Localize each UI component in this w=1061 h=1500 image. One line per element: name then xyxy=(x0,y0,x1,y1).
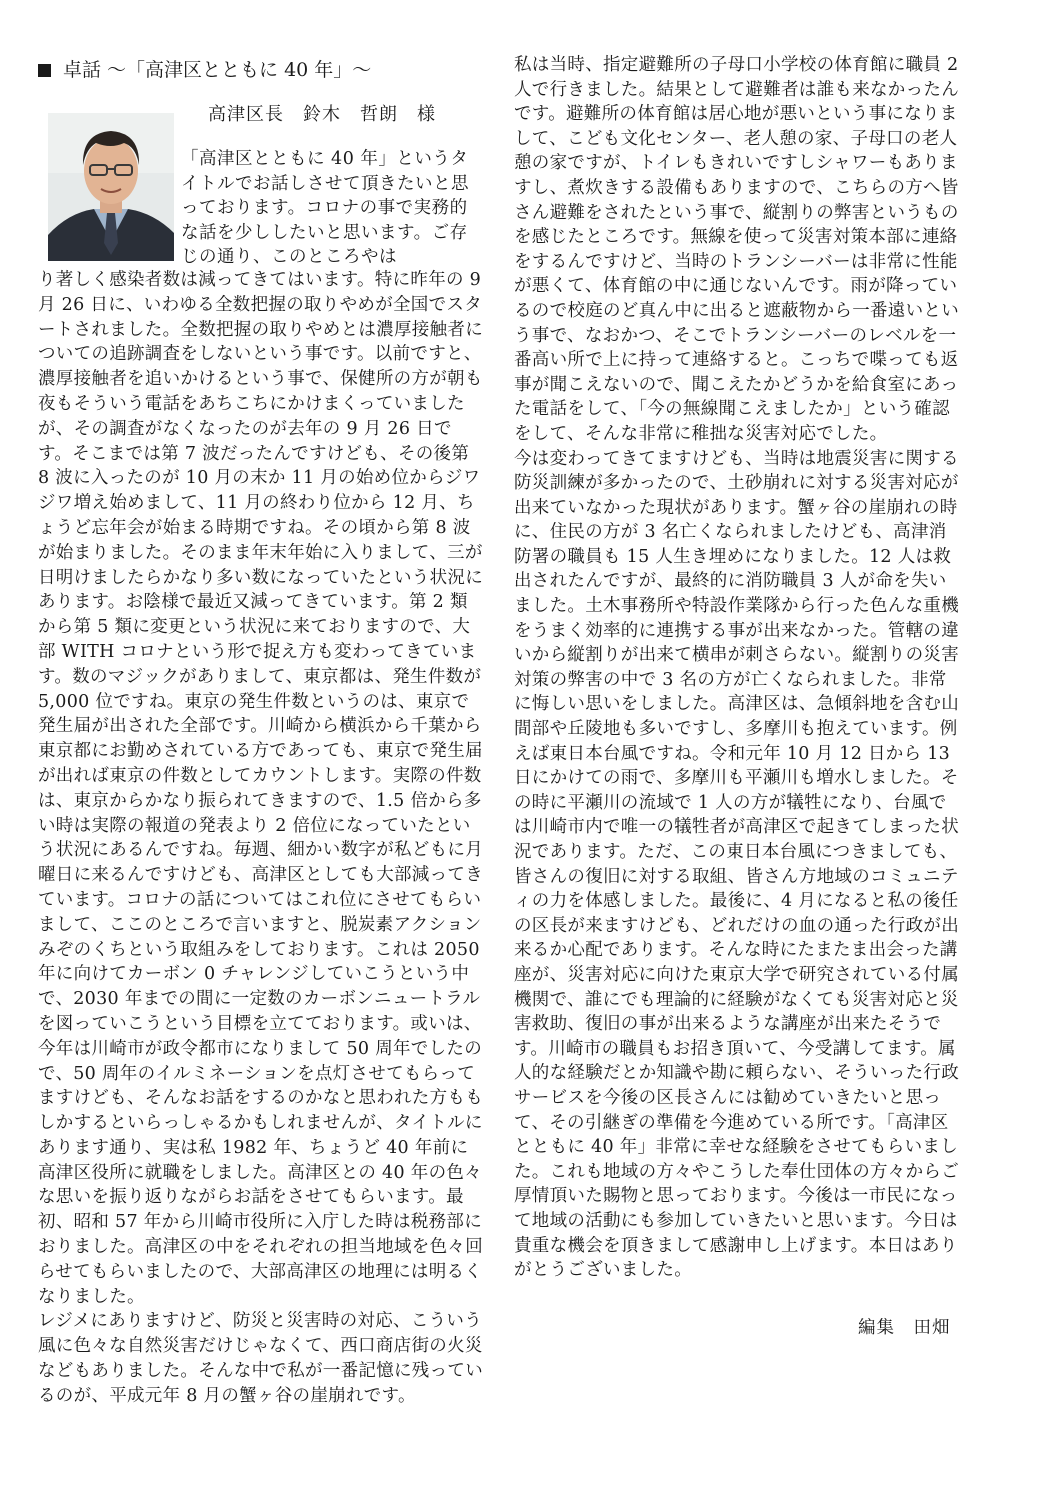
right-column xyxy=(514,53,961,1283)
left-column xyxy=(38,268,485,1409)
editor-credit: 編集 田畑 xyxy=(858,1318,951,1338)
article-title xyxy=(38,58,508,82)
article-title-text: 卓話 ～「高津区とともに 40 年」～ xyxy=(63,59,372,81)
right-paragraph-2: 今は変わってきてますけども、当時は地震災害に関する防災訓練が多かったので、土砂崩れに対する災害対応が出来ていなかった現状があります。蟹ヶ谷の崖崩れの時に、住民の方が 3 名亡くなられましたけども、高津消防署の職員も 15 人生き埋めになりました。12 人は救出されたんですが、最終的に消防職員 3 人が命を失いました。土木事務所や特設作業隊から行った色んな重機をうまく効率的に連携する事が出来なかった。管轄の違いから縦割りが出来て横串が刺さらない。縦割りの災害対策の弊害の中で 3 名の方が亡くなられました。非常に悔しい思いをしました。高津区は、急傾斜地を含む山間部や丘陵地も多いですし、多摩川も抱えています。例えば東日本台風ですね。令和元年 10 月 12 日から 13 日にかけての雨で、多摩川も平瀬川も増水しました。その時に平瀬川の流域で 1 人の方が犠牲になり、台風では川崎市内で唯一の犠牲者が高津区で起きてしまった状況であります。ただ、この東日本台風につきましても、皆さんの復旧に対する取組、皆さん方地域のコミュニティの力を体感しました。最後に、4 月になると私の後任の区長が来ますけども、どれだけの血の通った行政が出来るか心配であります。そんな時にたまたま出会った講座が、災害対応に向けた東京大学で研究されている付属機関で、誰にでも理論的に経験がなくても災害対応と災害救助、復旧の事が出来るような講座が出来たそうです。川崎市の職員もお招き頂いて、今受講してます。属人的な経験だとか知識や勘に頼らない、そういった行政サービスを今後の区長さんには勧めていきたいと思って、その引継ぎの準備を今進めている所です。「高津区とともに 40 年」非常に幸せな経験をさせてもらいました。これも地域の方々やこうした奉仕団体の方々からご厚情頂いた賜物と思っております。今後は一市民になって地域の活動にも参加していきたいと思います。今日は貴重な機会を頂きまして感謝申し上げます。本日はありがとうございました。 xyxy=(514,448,959,1281)
bullet-square-icon xyxy=(38,64,51,77)
intro-paragraph xyxy=(181,147,481,270)
portrait-photo-icon xyxy=(48,113,174,261)
left-paragraph-1: り著しく感染者数は減ってきてはいます。特に昨年の 9 月 26 日に、いわゆる全数把握の取りやめが全国でスタートされました。全数把握の取りやめとは濃厚接触者についての追跡調査をしないという事です。以前ですと、濃厚接触者を追いかけるという事で、保健所の方が朝も夜もそういう電話をあちこちにかけまくっていましたが、その調査がなくなったのが去年の 9 月 26 日です。そこまでは第 7 波だったんですけども、その後第 8 波に入ったのが 10 月の末か 11 月の始め位からジワジワ増え始めまして、11 月の終わり位から 12 月、ちょうど忘年会が始まる時期ですね。その頃から第 8 波が始まりました。そのまま年末年始に入りまして、三が日明けましたらかなり多い数になっていたという状況にあります。お陰様で最近又減ってきています。第 2 類から第 5 類に変更という状況に来ておりますので、大部 WITH コロナという形で捉え方も変わってきています。数のマジックがありまして、東京都は、発生件数が 5,000 位ですね。東京の発生件数というのは、東京で発生届が出された全部です。川崎から横浜から千葉から東京都にお勤めされている方であっても、東京で発生届が出れば東京の件数としてカウントします。実際の件数は、東京からかなり振られてきますので、1.5 倍から多い時は実際の報道の発表より 2 倍位になっていたという状況にあるんですね。毎週、細かい数字が私どもに月曜日に来るんですけども、高津区としても大部減ってきています。コロナの話についてはこれ位にさせてもらいまして、ここのところで言いますと、脱炭素アクションみぞのくちという取組みをしております。これは 2050 年に向けてカーボン 0 チャレンジしていこうという中で、2030 年までの間に一定数のカーボンニュートラルを図っていこうという目標を立てております。或いは、今年は川崎市が政令都市になりまして 50 周年でしたので、50 周年のイルミネーションを点灯させてもらってますけども、そんなお話をするのかなと思われた方ももしかするといらっしゃるかもしれませんが、タイトルにあります通り、実は私 1982 年、ちょうど 40 年前に高津区役所に就職をしました。高津区との 40 年の色々な思いを振り返りながらお話をさせてもらいます。最初、昭和 57 年から川崎市役所に入庁した時は税務部におりました。高津区の中をそれぞれの担当地域を色々回らせてもらいましたので、大部高津区の地理には明るくなりました。 xyxy=(38,270,483,1307)
speaker-name: 高津区長 鈴木 哲朗 様 xyxy=(208,104,436,125)
intro-text: 「高津区とともに 40 年」というタイトルでお話しさせて頂きたいと思っております。コロナの事で実務的な話を少ししたいと思います。ご存じの通り、このところやは xyxy=(181,149,469,268)
left-paragraph-2: レジメにありますけど、防災と災害時の対応、こういう風に色々な自然災害だけじゃなくて、西口商店街の火災などもありました。そんな中で私が一番記憶に残っているのが、平成元年 8 月の蟹ヶ谷の崖崩れです。 xyxy=(38,1311,483,1406)
right-paragraph-1: 私は当時、指定避難所の子母口小学校の体育館に職員 2 人で行きました。結果として避難者は誰も来なかったんです。避難所の体育館は居心地が悪いという事になりまして、こども文化センター、老人憩の家、子母口の老人憩の家ですが、トイレもきれいですしシャワーもありますし、煮炊きする設備もありますので、こちらの方へ皆さん避難をされたという事で、縦割りの弊害というものを感じたところです。無線を使って災害対策本部に連絡をするんですけど、当時のトランシーバーは非常に性能が悪くて、体育館の中に通じないんです。雨が降っているので校庭のど真ん中に出ると遮蔽物から一番遠いという事で、なおかつ、そこでトランシーバーのレベルを一番高い所で上に持って連絡すると。こっちで喋っても返事が聞こえないので、聞こえたかどうかを給食室にあった電話をして、「今の無線聞こえましたか」という確認をして、そんな非常に稚拙な災害対応でした。 xyxy=(514,55,959,444)
portrait-svg xyxy=(48,113,174,261)
